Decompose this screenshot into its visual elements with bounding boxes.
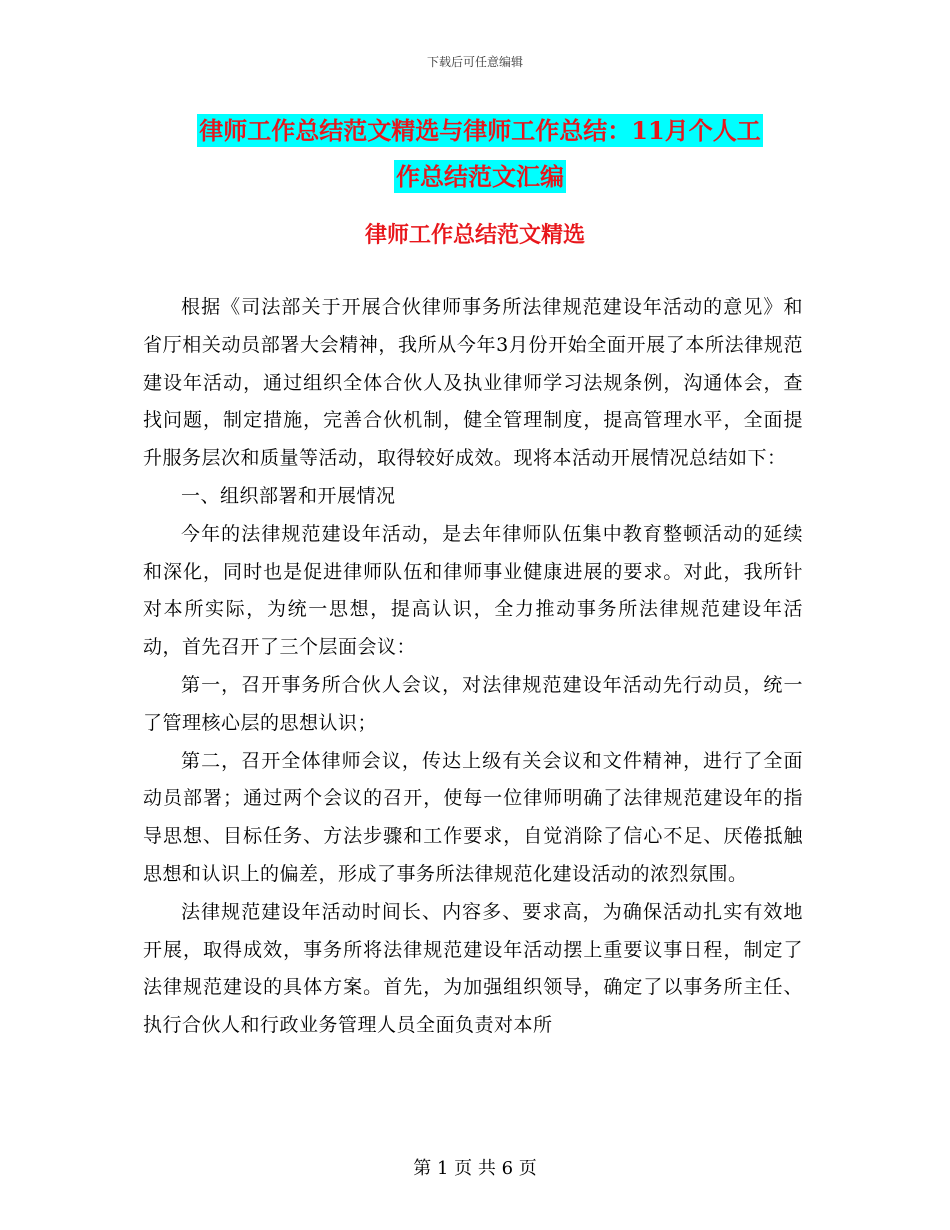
paragraph: 一、组织部署和开展情况 <box>181 484 396 507</box>
paragraph: 今年的法律规范建设年活动，是去年律师队伍集中教育整顿活动的延续和深化，同时也是促进律师队伍和律师事业健康进展的要求。对此，我所针对本所实际，为统一思想，提高认识，全力推动事务所法律规范建设年活动，首先召开了三个层面会议： <box>143 522 803 659</box>
paragraph: 法律规范建设年活动时间长、内容多、要求高，为确保活动扎实有效地开展，取得成效，事务所将法律规范建设年活动摆上重要议事日程，制定了法律规范建设的具体方案。首先，为加强组织领导，确定了以事务所主任、执行合伙人和行政业务管理人员全面负责对本所 <box>143 900 803 1037</box>
header-note: 下载后可任意编辑 <box>426 55 523 69</box>
page-number: 第 1 页 共 6 页 <box>413 1158 537 1179</box>
paragraph: 第一，召开事务所合伙人会议，对法律规范建设年活动先行动员，统一了管理核心层的思想认识； <box>143 673 803 734</box>
document-body <box>143 289 803 1045</box>
document-title-line-2: 作总结范文汇编 <box>396 162 564 191</box>
paragraph: 根据《司法部关于开展合伙律师事务所法律规范建设年活动的意见》和省厅相关动员部署大会精神，我所从今年3月份开始全面开展了本所法律规范建设年活动，通过组织全体合伙人及执业律师学习法规条例，沟通体会，查找问题，制定措施，完善合伙机制，健全管理制度，提高管理水平，全面提升服务层次和质量等活动，取得较好成效。现将本活动开展情况总结如下： <box>143 296 803 470</box>
section-title: 律师工作总结范文精选 <box>364 222 585 248</box>
document-title-line-1: 律师工作总结范文精选与律师工作总结：11月个人工 <box>199 116 761 145</box>
paragraph: 第二，召开全体律师会议，传达上级有关会议和文件精神，进行了全面动员部署；通过两个会议的召开，使每一位律师明确了法律规范建设年的指导思想、目标任务、方法步骤和工作要求，自觉消除了信心不足、厌倦抵触思想和认识上的偏差，形成了事务所法律规范化建设活动的浓烈氛围。 <box>143 749 803 885</box>
document-title <box>150 108 810 200</box>
